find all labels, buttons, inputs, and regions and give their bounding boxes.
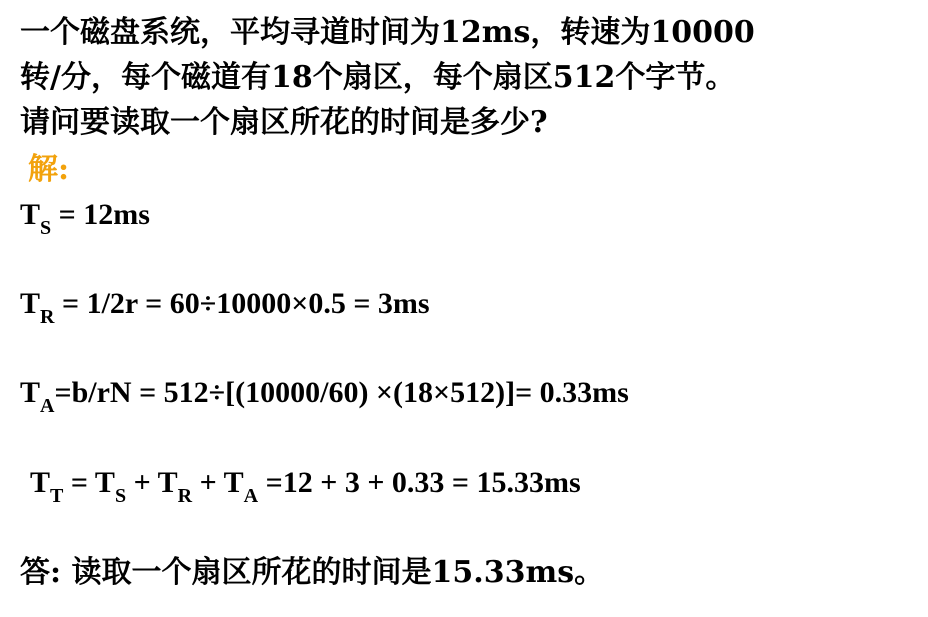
tr-expression: = 1/2r = 60÷10000×0.5 = 3ms <box>54 287 430 320</box>
tt-subscript: T <box>50 485 64 507</box>
tr-term-symbol: T <box>157 466 178 499</box>
ts-symbol: T <box>20 198 41 231</box>
tr-term-subscript: R <box>177 485 193 507</box>
question-line-2: 转/分，每个磁道有18个扇区，每个扇区512个字节。 <box>20 60 736 95</box>
ts-expression: = 12ms <box>51 198 150 231</box>
tt-symbol: T <box>30 466 51 499</box>
equation-tt <box>30 466 581 507</box>
ta-subscript: A <box>40 395 55 417</box>
plus-2: + <box>192 466 224 499</box>
ta-expression: =b/rN = 512÷[(10000/60) ×(18×512)]= 0.33ms <box>54 376 629 409</box>
ta-term-subscript: A <box>243 485 259 507</box>
ts-term-subscript: S <box>114 485 127 507</box>
ts-subscript: S <box>40 217 52 239</box>
ts-term-symbol: T <box>94 466 115 499</box>
tr-subscript: R <box>40 306 55 328</box>
equation-ts <box>20 198 150 239</box>
equation-ta <box>20 376 629 417</box>
answer-line: 答: 读取一个扇区所花的时间是15.33ms。 <box>20 555 605 590</box>
ta-term-symbol: T <box>223 466 244 499</box>
question-line-3: 请问要读取一个扇区所花的时间是多少? <box>20 105 548 140</box>
tt-expression: =12 + 3 + 0.33 = 15.33ms <box>258 466 581 499</box>
tr-symbol: T <box>20 287 41 320</box>
plus-1: + <box>126 466 158 499</box>
question-line-1: 一个磁盘系统，平均寻道时间为12ms，转速为10000 <box>20 15 755 50</box>
solution-label: 解: <box>28 152 70 187</box>
equation-tr <box>20 287 430 328</box>
ta-symbol: T <box>20 376 41 409</box>
tt-equals: = <box>63 466 95 499</box>
